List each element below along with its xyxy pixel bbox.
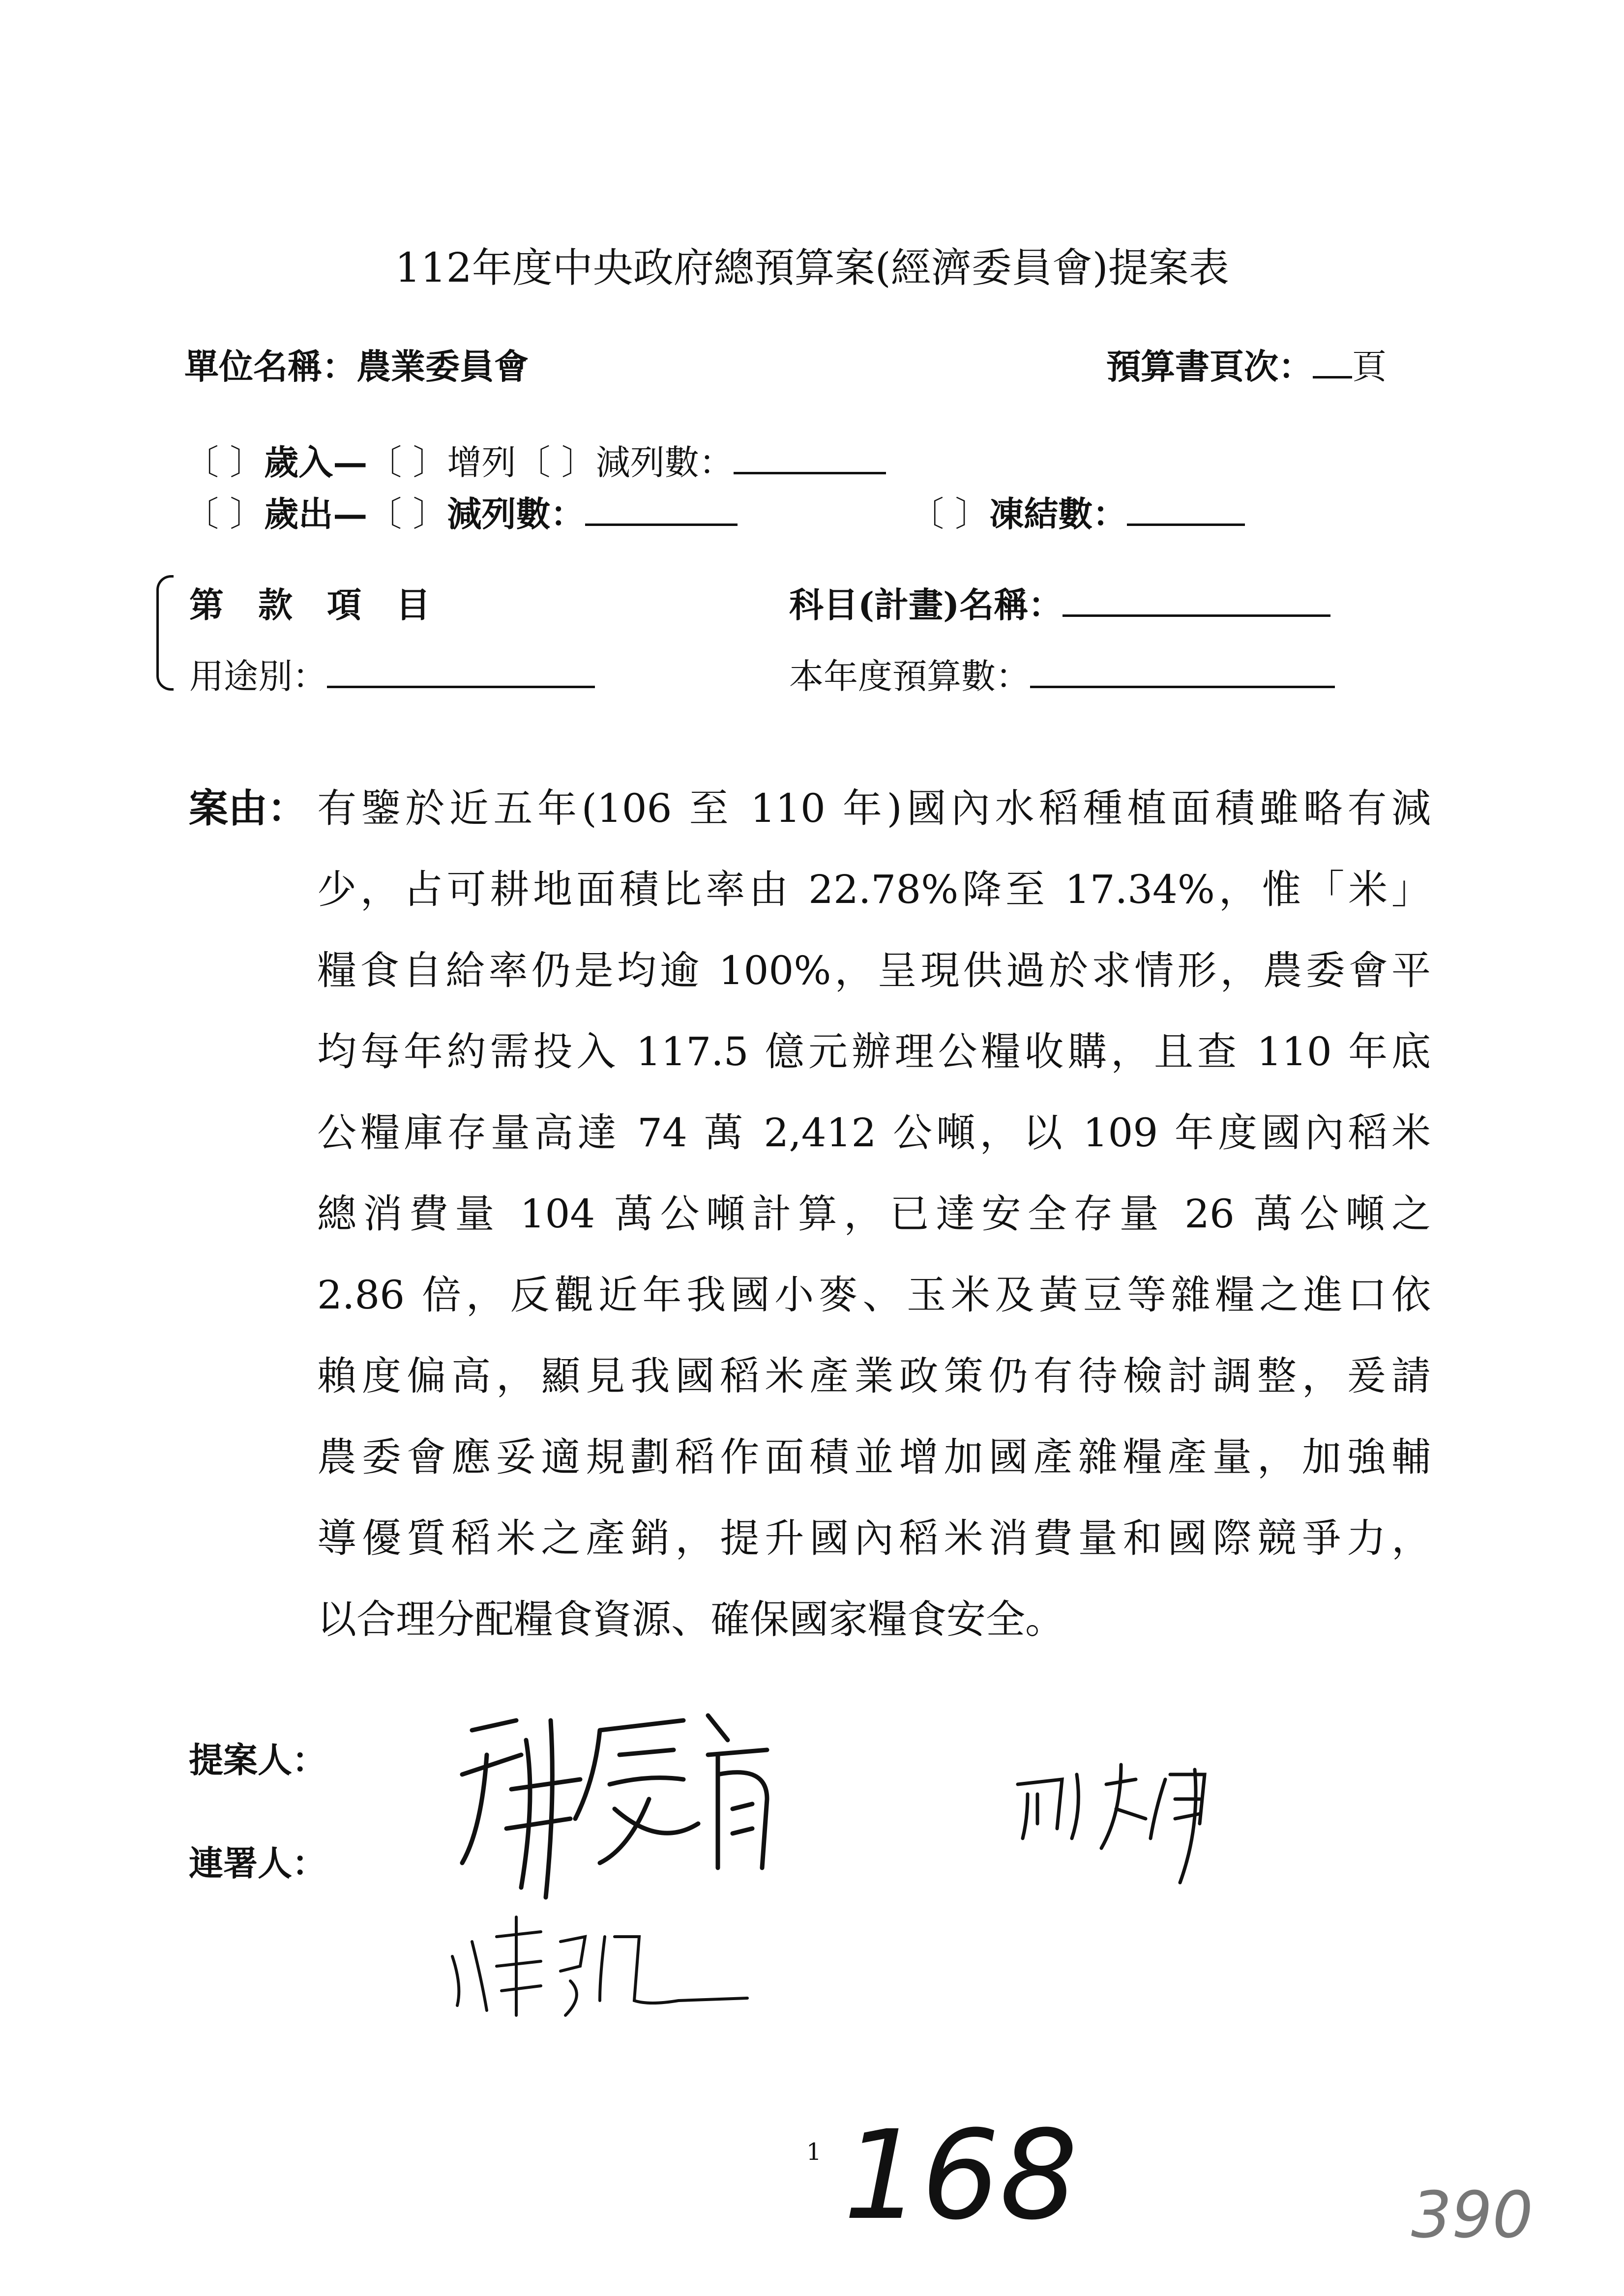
case-label: 案由： xyxy=(189,785,307,831)
usage-label: 用途別： xyxy=(189,656,327,697)
cosigner-label: 連署人： xyxy=(189,1843,326,1884)
case-line: 2.86 倍，反觀近年我國小麥、玉米及黃豆等雜糧之進口依 xyxy=(317,1272,1431,1318)
subject-blank[interactable] xyxy=(1063,584,1330,617)
usage-blank[interactable] xyxy=(327,655,595,688)
handwritten-corner-number: 390 xyxy=(1411,2178,1534,2252)
signature-cosigner-1 xyxy=(1008,1755,1239,1902)
budget-page xyxy=(1106,339,1387,389)
expense-cut-checkbox[interactable]: 〔 〕 xyxy=(367,494,447,534)
budget-page-suffix: 頁 xyxy=(1352,347,1387,387)
unit-name xyxy=(184,339,529,389)
add-label: 增列 xyxy=(447,442,516,483)
income-cut-label: 減列數： xyxy=(595,442,734,483)
expense-checkbox[interactable]: 〔 〕 xyxy=(184,494,265,534)
budget-page-blank[interactable] xyxy=(1313,346,1352,378)
case-line: 糧食自給率仍是均逾 100%，呈現供過於求情形，農委會平 xyxy=(317,948,1431,993)
freeze-blank[interactable] xyxy=(1127,493,1245,526)
budget-this-year-blank[interactable] xyxy=(1030,655,1335,688)
handwritten-page-number: 168 xyxy=(843,2104,1078,2247)
expense-label: 歲出— xyxy=(264,494,368,534)
signature-proposer xyxy=(452,1701,816,1907)
case-line: 少，占可耕地面積比率由 22.78%降至 17.34%，惟「米」 xyxy=(317,867,1431,912)
case-line: 公糧庫存量高達 74 萬 2,412 公噸，以 109 年度國內稻米 xyxy=(317,1110,1431,1156)
case-line: 賴度偏高，顯見我國稻米產業政策仍有待檢討調整，爰請 xyxy=(317,1353,1431,1399)
section-label: 第 款 項 目 xyxy=(189,584,430,625)
budget-this-year-label: 本年度預算數： xyxy=(789,656,1030,697)
unit-value: 農業委員會 xyxy=(356,346,529,387)
case-line: 導優質稻米之產銷，提升國內稻米消費量和國際競爭力， xyxy=(317,1515,1431,1561)
case-line: 總消費量 104 萬公噸計算，已達安全存量 26 萬公噸之 xyxy=(317,1191,1431,1237)
income-row xyxy=(184,435,886,485)
add-checkbox[interactable]: 〔 〕 xyxy=(367,442,447,483)
items-bracket xyxy=(156,575,174,691)
freeze-group xyxy=(910,487,1245,536)
budget-page-label: 預算書頁次： xyxy=(1106,346,1313,387)
case-line: 均每年約需投入 117.5 億元辦理公糧收購，且查 110 年底 xyxy=(317,1029,1431,1075)
income-checkbox[interactable]: 〔 〕 xyxy=(184,442,265,483)
case-line: 以合理分配糧食資源、確保國家糧食安全。 xyxy=(317,1597,1064,1642)
expense-cut-label: 減列數： xyxy=(447,494,585,534)
subject-row xyxy=(789,578,1330,627)
subject-label: 科目(計畫)名稱： xyxy=(789,584,1063,625)
income-cut-blank[interactable] xyxy=(734,441,886,474)
budget-row xyxy=(789,649,1335,698)
freeze-label: 凍結數： xyxy=(989,494,1127,534)
expense-row xyxy=(184,487,738,536)
case-line: 農委會應妥適規劃稻作面積並增加國產雜糧產量，加強輔 xyxy=(317,1434,1431,1480)
income-label: 歲入— xyxy=(264,442,368,483)
usage-row xyxy=(189,649,595,698)
proposer-label: 提案人： xyxy=(189,1740,326,1780)
page-title: 112年度中央政府總預算案(經濟委員會)提案表 xyxy=(395,245,1229,291)
expense-cut-blank[interactable] xyxy=(585,493,738,526)
signature-cosigner-2 xyxy=(443,1907,787,2030)
cut-checkbox[interactable]: 〔 〕 xyxy=(516,442,596,483)
unit-label: 單位名稱： xyxy=(184,346,356,387)
page-number: 1 xyxy=(806,2138,822,2166)
freeze-checkbox[interactable]: 〔 〕 xyxy=(910,494,990,534)
case-line: 有鑒於近五年(106 至 110 年)國內水稻種植面積雖略有減 xyxy=(317,785,1431,831)
